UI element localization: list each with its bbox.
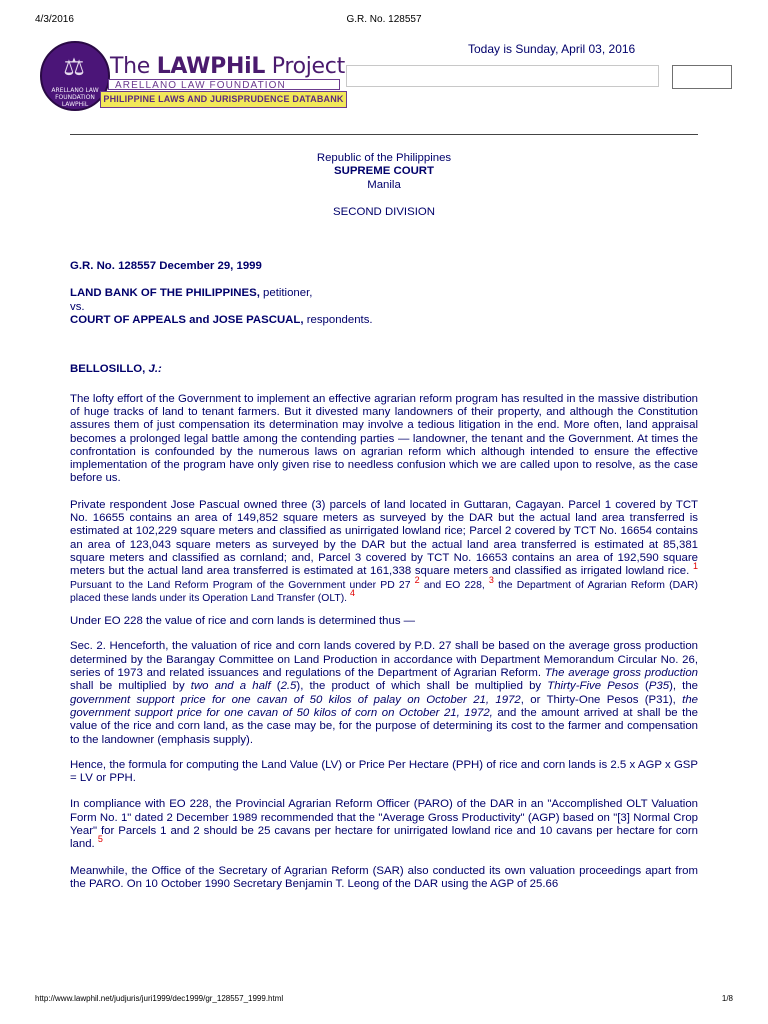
decision-content — [70, 152, 698, 891]
case-number: G.R. No. 128557 December 29, 1999 — [70, 260, 262, 273]
logo-subtitle: ARELLANO LAW FOUNDATION — [108, 79, 340, 90]
parties — [70, 287, 698, 327]
print-title: G.R. No. 128557 — [346, 14, 422, 25]
search-input[interactable] — [346, 65, 659, 87]
ponente: BELLOSILLO, J.: — [70, 363, 162, 376]
paragraph-6: Meanwhile, the Office of the Secretary of Agrarian Reform (SAR) also conducted its own valuation proceedings apart from the PARO. On 10 October 1990 Secretary Benjamin T. Leong of the DAR using the AGP of 25.66 — [70, 864, 698, 890]
logo-band: PHILIPPINE LAWS AND JURISPRUDENCE DATABANK — [100, 91, 347, 108]
scales-of-justice-icon: ⚖ — [63, 53, 85, 81]
today-date: Today is Sunday, April 03, 2016 — [468, 42, 636, 56]
court-name: SUPREME COURT — [334, 165, 434, 178]
quoted-provision: Sec. 2. Henceforth, the valuation of rice and corn lands covered by P.D. 27 shall be based on the average gross production determined by the Barangay Committee on Land Production in accordance with Department Memorandum Circular No. 26, series of 1973 and related issuances and regulations of the Department of Agrarian Reform. The average gross production shall be multiplied by two and a half (2.5), the product of which shall be multiplied by Thirty-Five Pesos (P35), the government support price for one cavan of 50 kilos of palay on October 21, 1972, or Thirty-One Pesos (P31), the government support price for one cavan of 50 kilos of corn on October 21, 1972, and the amount arrived at shall be the value of the rice and corn land, as the case may be, for the purpose of determining its cost to the farmer and compensation to the landowner (emphasis supply). — [70, 640, 698, 746]
vs-line: vs. — [70, 300, 85, 313]
print-page-number: 1/8 — [721, 994, 733, 1003]
logo-seal-text: ARELLANO LAW FOUNDATION LAWPHiL — [51, 87, 99, 108]
footnote-5-link[interactable]: 5 — [97, 834, 103, 845]
paragraph-4: Hence, the formula for computing the Land Value (LV) or Price Per Hectare (PPH) of rice and corn lands is 2.5 x AGP x GSP = LV or PPH. — [70, 758, 698, 785]
footnote-2-link[interactable]: 2 — [414, 574, 420, 585]
paragraph-5: In compliance with EO 228, the Provincial Agrarian Reform Officer (PARO) of the DAR in an "Accomplished OLT Valuation Form No. 1" dated 2 December 1989 recommended that the "Average Gross Productivity" (AGP) based on "[3] Normal Crop Year" for Parcels 1 and 2 should be 25 cavans per hectare for unirrigated lowland rice and 10 cavans per hectare for corn land. $^5$ — [70, 798, 698, 851]
respondent-line: COURT OF APPEALS and JOSE PASCUAL, respondents. — [70, 314, 373, 327]
logo-title: The LAWPHiL Project — [110, 54, 345, 79]
header-divider — [70, 134, 698, 135]
print-url: http://www.lawphil.net/judjuris/juri1999/dec1999/gr_128557_1999.html — [35, 994, 284, 1003]
court-header — [70, 152, 698, 219]
print-date: 4/3/2016 — [35, 14, 74, 25]
footnote-3-link[interactable]: 3 — [488, 574, 494, 585]
footnote-1-link[interactable]: 1 — [692, 561, 698, 572]
paragraph-3: Under EO 228 the value of rice and corn lands is determined thus — — [70, 615, 416, 628]
footnote-4-link[interactable]: 4 — [349, 587, 355, 598]
search-button[interactable] — [672, 65, 732, 89]
petitioner-line: LAND BANK OF THE PHILIPPINES, petitioner, — [70, 287, 313, 300]
court-city: Manila — [367, 178, 401, 191]
republic-line: Republic of the Philippines — [316, 152, 452, 164]
lawphil-logo[interactable] — [40, 40, 345, 116]
paragraph-2: Private respondent Jose Pascual owned three (3) parcels of land located in Guttaran, Cagayan. Parcel 1 covered by TCT No. 16655 contains an area of 149,852 square meters as surveyed by the DAR but the actual land area transferred is estimated at 102,229 square meters and classified as unirrigated lowland rice; Parcel 2 covered by TCT No. 16654 contains an area of 123,043 square meters as surveyed by the DAR but the actual land area transferred is estimated at 85,381 square meters and classified as cornland; and, Parcel 3 covered by TCT No. 16653 contains an area of 192,590 square meters but the actual land area transferred is estimated at 161,338 square meters and classified as irrigated lowland rice. $^1$ Pursuant to the Land Reform Program of the Government under PD 27 $^2$ and EO 228, $^3$ the Department of Agrarian Reform (DAR) placed these lands under its Operation Land Transfer (OLT). $^4$ — [70, 498, 698, 604]
paragraph-1: The lofty effort of the Government to implement an effective agrarian reform program has resulted in the massive distribution of huge tracks of land to tenant farmers. But it divested many landowners of their property, and although the Constitution assures them of just compensation its determination may involve a tedious litigation in the end. More often, land appraisal becomes a prolonged legal battle among the contending parties — landowner, the tenant and the Government. At times the confrontation is confounded by the numerous laws on agrarian reform which although intended to ensure the effective implementation of the program have only given rise to needless confusion which we are called upon to resolve, as the case before us. — [70, 392, 698, 485]
division: SECOND DIVISION — [333, 205, 435, 218]
